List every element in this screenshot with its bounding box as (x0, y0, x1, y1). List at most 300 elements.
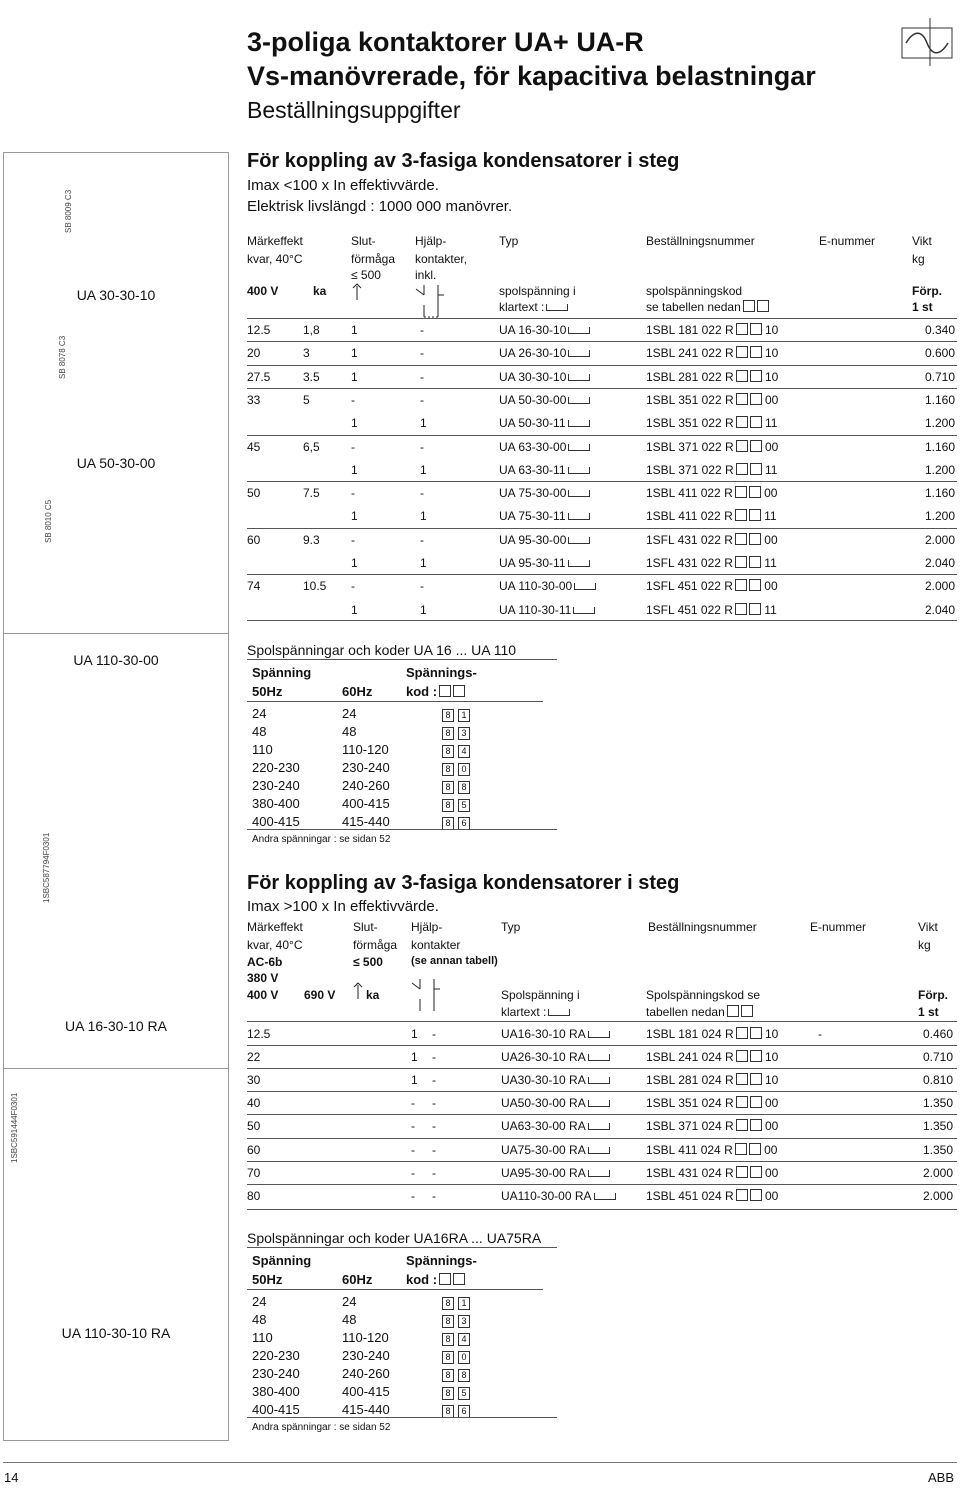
cell-aux-no: - (411, 1189, 415, 1203)
cell-kvar: 70 (247, 1166, 261, 1180)
cell-ka: 1,8 (303, 323, 320, 337)
code-box-icon (736, 1166, 748, 1178)
cell-typ (499, 416, 590, 430)
code-box-icon (749, 486, 761, 498)
col-enummer: E-nummer (819, 234, 876, 248)
col-kvar: kvar, 40°C (247, 252, 303, 266)
coil-code (438, 706, 470, 722)
typ-text: UA 75-30-11 (499, 509, 566, 523)
cell-weight: 2.000 (922, 1166, 953, 1180)
col2-st: 1 st (918, 1005, 939, 1019)
coil-text-placeholder-icon (568, 327, 590, 334)
code-digit-2: 6 (458, 1405, 470, 1418)
coil-60hz: 400-415 (342, 796, 390, 811)
cell-aux-nc: 1 (420, 509, 427, 523)
col-forp: Förp. (912, 284, 942, 298)
cell-aux-nc: - (420, 533, 424, 547)
code-box-icon (735, 556, 747, 568)
cell-kvar: 20 (247, 346, 261, 360)
coil-60hz: 400-415 (342, 1384, 390, 1399)
cell-order-number (646, 486, 777, 500)
cell-order-number (646, 603, 777, 617)
sidebar-label-ua110: UA 110-30-00 (73, 652, 159, 668)
col-ka: ka (313, 284, 327, 298)
row-divider (247, 341, 957, 342)
col-setab (646, 300, 769, 314)
cell-order-number (646, 440, 778, 454)
cell-aux-nc: - (420, 393, 424, 407)
cell-aux-nc: - (420, 486, 424, 500)
coil2-h-60hz: 60Hz (342, 1272, 373, 1287)
cell-kvar: 30 (247, 1073, 261, 1087)
coil2-h-spkod: Spännings- (406, 1253, 477, 1268)
coil2-title: Spolspänningar och koder UA16RA ... UA75RA (247, 1230, 542, 1246)
coil-code (438, 1402, 470, 1418)
coil-code (438, 1294, 470, 1310)
cell-kvar: 50 (247, 486, 261, 500)
cell-weight: 0.460 (922, 1027, 953, 1041)
cell-aux-nc: - (432, 1189, 436, 1203)
cell-aux-no: 1 (351, 463, 358, 477)
cell-ka: 6,5 (303, 440, 320, 454)
code-box-icon (736, 1027, 748, 1039)
cell-order-number (646, 346, 778, 360)
code-box-icon (736, 1189, 748, 1201)
cell-aux-no: - (351, 393, 355, 407)
code-digit-2: 0 (458, 763, 470, 776)
coil1-h-50hz: 50Hz (252, 684, 283, 699)
order-number-text: 1SBL 351 024 R (646, 1096, 734, 1110)
cell-order-number (646, 393, 778, 407)
coil2-h-kod (406, 1272, 465, 1287)
col-slut: Slut- (351, 234, 376, 248)
row-divider (247, 1045, 957, 1046)
code-digit-2: 1 (458, 1297, 470, 1310)
coil-text-placeholder-icon (588, 1170, 610, 1177)
coil-text-placeholder-icon (588, 1147, 610, 1154)
cell-aux-nc: - (420, 579, 424, 593)
code-box-icon (736, 393, 748, 405)
cell-order-number (646, 1189, 778, 1203)
row-divider (247, 365, 957, 366)
cell-aux-no: - (411, 1143, 415, 1157)
code-digit-1: 8 (442, 1297, 454, 1310)
coil-50hz: 220-230 (252, 1348, 300, 1363)
code-digit-2: 8 (458, 1369, 470, 1382)
order-number-text: 1SFL 451 022 R (646, 603, 733, 617)
coil1-h-spkod: Spännings- (406, 665, 477, 680)
col2-kontakter: kontakter (411, 938, 461, 952)
section1-sub2: Elektrisk livslängd : 1000 000 manövrer. (247, 198, 513, 215)
cell-aux-nc: 1 (420, 556, 427, 570)
row-divider (247, 1161, 957, 1162)
cell-aux-no: 1 (351, 323, 358, 337)
cell-kvar: 45 (247, 440, 261, 454)
code-digit-2: 5 (458, 799, 470, 812)
order-number-text: 1SBL 411 022 R (646, 509, 733, 523)
typ-text: UA110-30-00 RA (501, 1189, 592, 1203)
cell-typ (501, 1096, 610, 1110)
peak-current-icon (351, 283, 363, 301)
cell-aux-no: 1 (351, 556, 358, 570)
cell-aux-nc: - (420, 346, 424, 360)
coil1-note: Andra spänningar : se sidan 52 (252, 834, 391, 845)
cell-aux-no: - (411, 1119, 415, 1133)
code-box-icon (750, 370, 762, 382)
code-box-icon (741, 1005, 753, 1017)
code-digit-1: 8 (442, 1333, 454, 1346)
coil-60hz: 415-440 (342, 1402, 390, 1417)
cell-aux-no: - (351, 533, 355, 547)
code-box-icon (750, 323, 762, 335)
section1-heading: För koppling av 3-fasiga kondensatorer i steg (247, 150, 680, 172)
coil-text-placeholder-icon (588, 1077, 610, 1084)
cell-ka: 10.5 (303, 579, 327, 593)
cell-aux-no: - (351, 440, 355, 454)
image-code: 1SBC591444F0301 (10, 1092, 19, 1163)
cell-order-number (646, 556, 777, 570)
typ-text: UA 26-30-10 (499, 346, 567, 360)
typ-text: UA 50-30-00 (499, 393, 567, 407)
col-kontakter: kontakter, (415, 252, 468, 266)
klartext-label: klartext : (501, 1005, 547, 1019)
peak-current-icon (352, 982, 364, 1000)
col2-markeffekt: Märkeffekt (247, 920, 303, 934)
order-suffix: 11 (764, 603, 777, 617)
code-digit-2: 8 (458, 781, 470, 794)
col2-hjalp: Hjälp- (411, 920, 443, 934)
col-400v: 400 V (247, 284, 279, 298)
cell-typ (501, 1189, 616, 1203)
typ-text: UA95-30-00 RA (501, 1166, 586, 1180)
cell-typ (499, 533, 590, 547)
cell-order-number (646, 323, 778, 337)
order-number-text: 1SBL 241 022 R (646, 346, 734, 360)
coil-60hz: 24 (342, 1294, 357, 1309)
code-box-icon (736, 346, 748, 358)
col2-typ: Typ (501, 920, 521, 934)
cell-typ (499, 393, 590, 407)
order-number-text: 1SFL 431 022 R (646, 556, 733, 570)
order-suffix: 10 (764, 346, 779, 360)
kod-label: kod : (406, 1272, 438, 1287)
cell-kvar: 50 (247, 1119, 261, 1133)
cell-weight: 2.000 (922, 1189, 953, 1203)
cell-order-number (646, 1073, 778, 1087)
cell-order-number (646, 463, 777, 477)
cell-order-number (646, 1050, 778, 1064)
cell-typ (499, 370, 590, 384)
code-box-icon (750, 463, 762, 475)
cell-kvar: 33 (247, 393, 261, 407)
coil-50hz: 110 (252, 742, 273, 757)
cell-typ (501, 1119, 610, 1133)
code-digit-2: 4 (458, 745, 470, 758)
col2-klartext (501, 1005, 570, 1019)
order-suffix: 10 (764, 1073, 779, 1087)
order-suffix: 11 (764, 556, 777, 570)
cell-order-number (646, 1027, 778, 1041)
col2-ac6b: AC-6b (247, 955, 283, 969)
cell-weight: 1.160 (924, 393, 955, 407)
cell-kvar: 12.5 (247, 1027, 271, 1041)
cell-weight: 1.200 (924, 509, 955, 523)
row-divider (247, 1138, 957, 1139)
order-suffix: 10 (764, 323, 779, 337)
order-number-text: 1SBL 371 022 R (646, 440, 734, 454)
code-box-icon (736, 323, 748, 335)
cell-kvar: 80 (247, 1189, 261, 1203)
cell-ka: 5 (303, 393, 310, 407)
col2-spolkod: Spolspänningskod se (646, 988, 761, 1002)
coil-60hz: 110-120 (342, 1330, 389, 1345)
coil-text-placeholder-icon (568, 467, 590, 474)
cell-typ (499, 603, 595, 617)
code-digit-1: 8 (442, 1405, 454, 1418)
cell-aux-nc: 1 (420, 603, 427, 617)
kod-label: kod : (406, 684, 438, 699)
coil-50hz: 400-415 (252, 814, 300, 829)
code-box-icon (453, 1273, 465, 1285)
order-suffix: 00 (764, 1096, 779, 1110)
code-digit-1: 8 (442, 1351, 454, 1364)
order-suffix: 10 (764, 1027, 779, 1041)
cell-kvar: 40 (247, 1096, 261, 1110)
auxiliary-contact-icon (408, 977, 444, 1013)
cell-order-number (646, 579, 778, 593)
row-divider (247, 574, 957, 575)
col2-slut: Slut- (353, 920, 378, 934)
code-box-icon (750, 1027, 762, 1039)
code-box-icon (750, 1119, 762, 1131)
cell-kvar: 60 (247, 1143, 261, 1157)
cell-weight: 1.350 (922, 1119, 953, 1133)
coil-text-placeholder-icon (588, 1123, 610, 1130)
row-divider (247, 528, 957, 529)
coil-text-placeholder-icon (568, 397, 590, 404)
code-box-icon (750, 1073, 762, 1085)
coil-60hz: 24 (342, 706, 357, 721)
order-number-text: 1SBL 281 024 R (646, 1073, 734, 1087)
code-digit-2: 1 (458, 709, 470, 722)
cell-aux-nc: - (432, 1073, 436, 1087)
coil-50hz: 110 (252, 1330, 273, 1345)
cell-aux-nc: - (432, 1119, 436, 1133)
code-box-icon (749, 509, 761, 521)
col2-enummer: E-nummer (810, 920, 867, 934)
coil-text-placeholder-icon (588, 1054, 610, 1061)
code-box-icon (736, 370, 748, 382)
coil-code (438, 1330, 470, 1346)
cell-aux-no: - (411, 1096, 415, 1110)
order-suffix: 00 (764, 393, 779, 407)
code-box-icon (735, 579, 747, 591)
order-suffix: 00 (764, 579, 778, 593)
code-digit-1: 8 (442, 799, 454, 812)
col-st: 1 st (912, 300, 933, 314)
cell-typ (499, 440, 590, 454)
order-suffix: 00 (764, 1189, 779, 1203)
code-box-icon (749, 603, 761, 615)
typ-text: UA 50-30-11 (499, 416, 566, 430)
coil-text-placeholder-icon (568, 420, 590, 427)
le500-value: 500 (360, 268, 381, 282)
coil-text-placeholder-icon (568, 490, 590, 497)
order-number-text: 1SBL 241 024 R (646, 1050, 734, 1064)
order-number-text: 1SBL 281 022 R (646, 370, 734, 384)
cell-kvar: 22 (247, 1050, 261, 1064)
coil1-h-spanning: Spänning (252, 665, 312, 680)
coil-60hz: 48 (342, 1312, 357, 1327)
cell-typ (501, 1143, 610, 1157)
coil-50hz: 380-400 (252, 796, 300, 811)
typ-text: UA 110-30-00 (499, 579, 573, 593)
cell-order-number (646, 1143, 777, 1157)
cell-aux-no: 1 (351, 370, 358, 384)
code-box-icon (749, 1143, 761, 1155)
order-suffix: 10 (764, 370, 779, 384)
cell-order-number (646, 416, 777, 430)
cell-aux-no: 1 (411, 1073, 418, 1087)
cell-aux-no: 1 (351, 509, 358, 523)
cell-weight: 2.000 (924, 533, 955, 547)
code-box-icon (750, 393, 762, 405)
code-box-icon (750, 1096, 762, 1108)
section2-sub1: Imax >100 x In effektivvärde. (247, 898, 439, 915)
coil-text-placeholder-icon (568, 537, 590, 544)
code-box-icon (736, 1073, 748, 1085)
cell-aux-nc: - (432, 1050, 436, 1064)
code-digit-1: 8 (442, 709, 454, 722)
col2-380v: 380 V (247, 971, 279, 985)
coil-50hz: 24 (252, 1294, 267, 1309)
code-box-icon (750, 1050, 762, 1062)
code-box-icon (735, 486, 747, 498)
row-divider (247, 1068, 957, 1069)
code-box-icon (750, 440, 762, 452)
coil2-h-50hz: 50Hz (252, 1272, 283, 1287)
cell-typ (499, 509, 590, 523)
coil-code (438, 1348, 470, 1364)
code-digit-1: 8 (442, 727, 454, 740)
coil1-title: Spolspänningar och koder UA 16 ... UA 110 (247, 642, 517, 658)
sidebar-label-ua16ra: UA 16-30-10 RA (65, 1018, 167, 1034)
col-vikt: Vikt (912, 234, 932, 248)
coil-50hz: 230-240 (252, 1366, 300, 1381)
cell-weight: 2.040 (924, 603, 955, 617)
order-suffix: 11 (764, 463, 778, 477)
col-formaga: förmåga (351, 252, 396, 266)
typ-text: UA26-30-10 RA (501, 1050, 586, 1064)
order-number-text: 1SBL 431 024 R (646, 1166, 734, 1180)
coil-text-placeholder-icon (548, 1009, 570, 1016)
cell-aux-nc: - (432, 1096, 436, 1110)
coil-text-placeholder-icon (568, 560, 590, 567)
cell-weight: 0.600 (924, 346, 955, 360)
order-suffix: 11 (764, 416, 778, 430)
cell-aux-no: - (411, 1166, 415, 1180)
cell-weight: 1.350 (922, 1143, 953, 1157)
cell-kvar: 60 (247, 533, 261, 547)
cell-aux-no: - (351, 486, 355, 500)
klartext-label: klartext : (499, 300, 545, 314)
coil-code (438, 814, 470, 830)
col2-formaga: förmåga (353, 938, 398, 952)
cell-enummer: - (818, 1027, 822, 1041)
code-box-icon (736, 1096, 748, 1108)
coil-60hz: 240-260 (342, 1366, 390, 1381)
coil-text-placeholder-icon (568, 513, 590, 520)
col-le500 (351, 268, 381, 282)
brand-name: ABB (928, 1470, 955, 1485)
typ-text: UA30-30-10 RA (501, 1073, 586, 1087)
typ-text: UA63-30-00 RA (501, 1119, 586, 1133)
cell-aux-nc: - (432, 1027, 436, 1041)
cell-ka: 7.5 (303, 486, 320, 500)
coil1-h-60hz: 60Hz (342, 684, 373, 699)
col2-kvar: kvar, 40°C (247, 938, 303, 952)
order-suffix: 11 (764, 509, 777, 523)
order-number-text: 1SBL 371 024 R (646, 1119, 734, 1133)
row-divider (247, 388, 957, 389)
coil-60hz: 230-240 (342, 760, 390, 775)
cell-aux-nc: 1 (420, 416, 427, 430)
coil1-h-kod (406, 684, 465, 699)
order-suffix: 00 (764, 486, 778, 500)
cell-typ (501, 1073, 610, 1087)
code-box-icon (743, 300, 755, 312)
col2-690v: 690 V (304, 988, 336, 1002)
col2-tabell (646, 1005, 753, 1019)
col-hjalp: Hjälp- (415, 234, 447, 248)
order-number-text: 1SFL 431 022 R (646, 533, 733, 547)
col-klartext (499, 300, 568, 314)
code-box-icon (757, 300, 769, 312)
typ-text: UA 63-30-00 (499, 440, 567, 454)
image-code: SB 8009 C3 (64, 189, 73, 233)
coil-code (438, 724, 470, 740)
col2-ka: ka (366, 988, 380, 1002)
col-typ: Typ (499, 234, 519, 248)
typ-text: UA 75-30-00 (499, 486, 567, 500)
cell-order-number (646, 1119, 778, 1133)
cell-aux-no: 1 (411, 1027, 418, 1041)
code-box-icon (439, 1273, 451, 1285)
image-code: SB 8010 C5 (44, 499, 53, 543)
code-box-icon (749, 579, 761, 591)
coil-50hz: 48 (252, 724, 267, 739)
cell-weight: 1.350 (922, 1096, 953, 1110)
code-box-icon (735, 1143, 747, 1155)
cell-weight: 1.160 (924, 440, 955, 454)
sidebar-label-ua30: UA 30-30-10 (76, 287, 156, 303)
cell-aux-no: - (351, 579, 355, 593)
page-subtitle: Vs-manövrerade, för kapacitiva belastningar (247, 61, 816, 91)
cell-typ (499, 486, 590, 500)
order-number-text: 1SBL 451 024 R (646, 1189, 734, 1203)
image-code: SB 8078 C3 (58, 335, 67, 379)
code-box-icon (750, 416, 762, 428)
col2-seannan: (se annan tabell) (411, 955, 498, 967)
col2-forp: Förp. (918, 988, 948, 1002)
order-suffix: 00 (764, 440, 779, 454)
col-inkl: inkl. (415, 268, 437, 282)
col2-spolsp: Spolspänning i (501, 988, 580, 1002)
setab-label: se tabellen nedan (646, 300, 741, 314)
code-digit-2: 0 (458, 1351, 470, 1364)
coil-text-placeholder-icon (568, 444, 590, 451)
cell-kvar: 12.5 (247, 323, 271, 337)
